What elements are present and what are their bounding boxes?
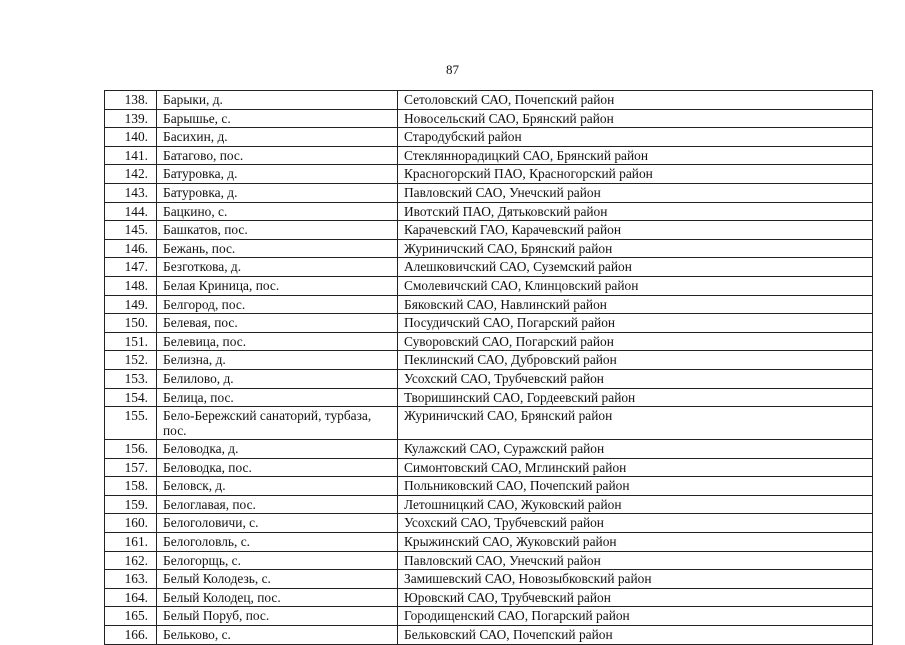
table-row <box>105 221 873 240</box>
table-row <box>105 276 873 295</box>
row-number: 151. <box>105 332 157 351</box>
table-row <box>105 332 873 351</box>
district-name: Летошницкий САО, Жуковский район <box>398 495 873 514</box>
district-name: Усохский САО, Трубчевский район <box>398 514 873 533</box>
table-body <box>105 91 873 645</box>
row-number: 138. <box>105 91 157 110</box>
district-name: Павловский САО, Унечский район <box>398 551 873 570</box>
district-name: Бяковский САО, Навлинский район <box>398 295 873 314</box>
row-number: 160. <box>105 514 157 533</box>
settlement-name: Белогорщь, с. <box>157 551 398 570</box>
settlement-name: Бело-Бережский санаторий, турбаза, пос. <box>157 407 398 440</box>
table-row <box>105 183 873 202</box>
settlements-table <box>104 90 873 645</box>
table-row <box>105 514 873 533</box>
table-row <box>105 477 873 496</box>
row-number: 140. <box>105 128 157 147</box>
table-row <box>105 165 873 184</box>
district-name: Крыжинский САО, Жуковский район <box>398 533 873 552</box>
district-name: Кулажский САО, Суражский район <box>398 440 873 459</box>
table-row <box>105 588 873 607</box>
row-number: 141. <box>105 146 157 165</box>
settlement-name: Беловодка, д. <box>157 440 398 459</box>
table-row <box>105 146 873 165</box>
settlement-name: Белоглавая, пос. <box>157 495 398 514</box>
settlement-name: Бежань, пос. <box>157 239 398 258</box>
district-name: Суворовский САО, Погарский район <box>398 332 873 351</box>
settlement-name: Белевая, пос. <box>157 314 398 333</box>
district-name: Журиничский САО, Брянский район <box>398 407 873 440</box>
table-row <box>105 607 873 626</box>
row-number: 143. <box>105 183 157 202</box>
settlement-name: Белая Криница, пос. <box>157 276 398 295</box>
row-number: 139. <box>105 109 157 128</box>
district-name: Симонтовский САО, Мглинский район <box>398 458 873 477</box>
table-row <box>105 626 873 645</box>
table-row <box>105 440 873 459</box>
table-row <box>105 128 873 147</box>
table-row <box>105 202 873 221</box>
district-name: Пеклинский САО, Дубровский район <box>398 351 873 370</box>
table-row <box>105 495 873 514</box>
district-name: Стародубский район <box>398 128 873 147</box>
settlement-name: Бельково, с. <box>157 626 398 645</box>
settlement-name: Белый Поруб, пос. <box>157 607 398 626</box>
district-name: Городищенский САО, Погарский район <box>398 607 873 626</box>
district-name: Творишинский САО, Гордеевский район <box>398 388 873 407</box>
row-number: 148. <box>105 276 157 295</box>
settlement-name: Белоголовичи, с. <box>157 514 398 533</box>
row-number: 142. <box>105 165 157 184</box>
table-row <box>105 295 873 314</box>
table-row <box>105 570 873 589</box>
district-name: Юровский САО, Трубчевский район <box>398 588 873 607</box>
district-name: Бельковский САО, Почепский район <box>398 626 873 645</box>
row-number: 165. <box>105 607 157 626</box>
table-row <box>105 407 873 440</box>
page-number: 87 <box>446 62 459 77</box>
row-number: 163. <box>105 570 157 589</box>
settlement-name: Беловодка, пос. <box>157 458 398 477</box>
district-name: Красногорский ПАО, Красногорский район <box>398 165 873 184</box>
table-row <box>105 239 873 258</box>
row-number: 158. <box>105 477 157 496</box>
table-row <box>105 551 873 570</box>
table-row <box>105 369 873 388</box>
district-name: Стекляннорадицкий САО, Брянский район <box>398 146 873 165</box>
district-name: Замишевский САО, Новозыбковский район <box>398 570 873 589</box>
table-row <box>105 351 873 370</box>
row-number: 154. <box>105 388 157 407</box>
settlement-name: Батагово, пос. <box>157 146 398 165</box>
district-name: Смолевичский САО, Клинцовский район <box>398 276 873 295</box>
district-name: Усохский САО, Трубчевский район <box>398 369 873 388</box>
row-number: 166. <box>105 626 157 645</box>
settlement-name: Безготкова, д. <box>157 258 398 277</box>
row-number: 155. <box>105 407 157 440</box>
settlement-name: Беловск, д. <box>157 477 398 496</box>
table-row <box>105 458 873 477</box>
row-number: 162. <box>105 551 157 570</box>
row-number: 147. <box>105 258 157 277</box>
settlement-name: Белевица, пос. <box>157 332 398 351</box>
settlement-name: Белица, пос. <box>157 388 398 407</box>
row-number: 153. <box>105 369 157 388</box>
row-number: 149. <box>105 295 157 314</box>
row-number: 145. <box>105 221 157 240</box>
table-row <box>105 388 873 407</box>
table-row <box>105 109 873 128</box>
row-number: 144. <box>105 202 157 221</box>
settlement-name: Башкатов, пос. <box>157 221 398 240</box>
settlement-name: Белоголовль, с. <box>157 533 398 552</box>
settlement-name: Белый Колодезь, с. <box>157 570 398 589</box>
district-name: Польниковский САО, Почепский район <box>398 477 873 496</box>
district-name: Журиничский САО, Брянский район <box>398 239 873 258</box>
table-row <box>105 258 873 277</box>
settlement-name: Барышье, с. <box>157 109 398 128</box>
row-number: 156. <box>105 440 157 459</box>
settlement-name: Белый Колодец, пос. <box>157 588 398 607</box>
row-number: 164. <box>105 588 157 607</box>
table-row <box>105 533 873 552</box>
district-name: Посудичский САО, Погарский район <box>398 314 873 333</box>
settlement-name: Белгород, пос. <box>157 295 398 314</box>
district-name: Сетоловский САО, Почепский район <box>398 91 873 110</box>
settlement-name: Бацкино, с. <box>157 202 398 221</box>
settlement-name: Белилово, д. <box>157 369 398 388</box>
district-name: Карачевский ГАО, Карачевский район <box>398 221 873 240</box>
row-number: 150. <box>105 314 157 333</box>
settlement-name: Батуровка, д. <box>157 165 398 184</box>
settlement-name: Барыки, д. <box>157 91 398 110</box>
row-number: 159. <box>105 495 157 514</box>
settlement-name: Батуровка, д. <box>157 183 398 202</box>
district-name: Новосельский САО, Брянский район <box>398 109 873 128</box>
settlement-name: Белизна, д. <box>157 351 398 370</box>
row-number: 146. <box>105 239 157 258</box>
settlement-name: Басихин, д. <box>157 128 398 147</box>
district-name: Ивотский ПАО, Дятьковский район <box>398 202 873 221</box>
district-name: Павловский САО, Унечский район <box>398 183 873 202</box>
row-number: 157. <box>105 458 157 477</box>
district-name: Алешковичский САО, Суземский район <box>398 258 873 277</box>
table-row <box>105 91 873 110</box>
row-number: 161. <box>105 533 157 552</box>
table-row <box>105 314 873 333</box>
row-number: 152. <box>105 351 157 370</box>
